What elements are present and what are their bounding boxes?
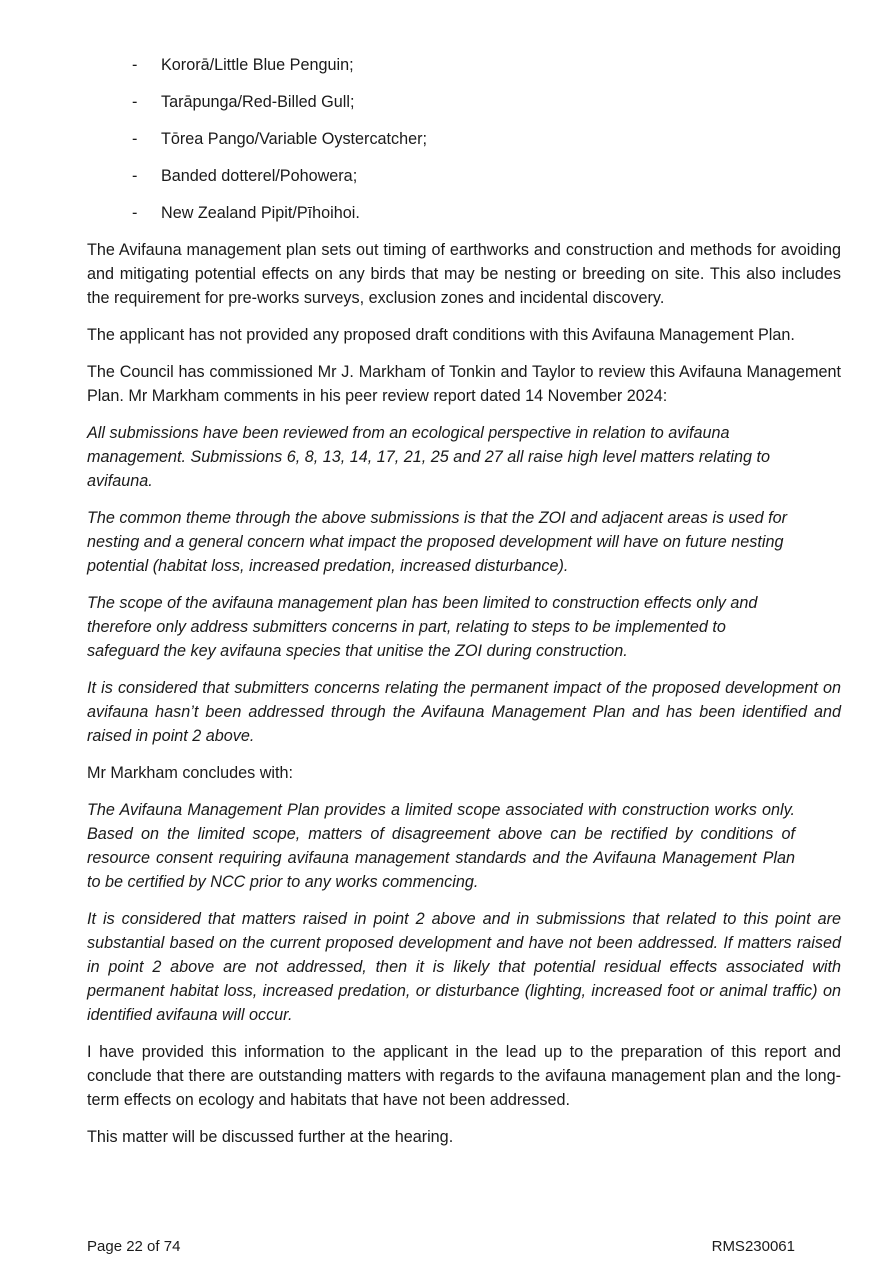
quote-residual-effects: It is considered that matters raised in point 2 above and in submissions that related to this point are substantial based on the current proposed development and have not been addressed. If matters raised in point 2 above are not addressed, then it is likely that potential residual effects associated with permanent habitat loss, increased predation, or disturbance (lighting, increased foot or animal traffic) on identified avifauna will occur.	[87, 910, 841, 1024]
quote-common-theme: The common theme through the above submissions is that the ZOI and adjacent areas is used for nesting and a general concern what impact the proposed development will have on future nesting potential (habitat loss, increased predation, increased disturbance).	[87, 509, 788, 575]
quote-permanent-impact: It is considered that submitters concerns relating the permanent impact of the proposed development on avifauna hasn’t been addressed through the Avifauna Management Plan and has been identified and raised in point 2 above.	[87, 679, 841, 745]
paragraph-information-provided: I have provided this information to the applicant in the lead up to the preparation of this report and conclude that there are outstanding matters with regards to the avifauna management plan and the long-term effects on ecology and habitats that have not been addressed.	[87, 1043, 841, 1109]
list-marker: -	[132, 167, 138, 185]
list-item	[0, 201, 880, 225]
species-name: New Zealand Pipit/Pīhoihoi.	[161, 204, 360, 222]
list-item	[0, 90, 880, 114]
paragraph-no-conditions: The applicant has not provided any proposed draft conditions with this Avifauna Management Plan.	[87, 326, 795, 344]
quote-scope: The scope of the avifauna management plan has been limited to construction effects only and therefore only address submitters concerns in part, relating to steps to be implemented to safeguard the key avifauna species that unitise the ZOI during construction.	[87, 594, 758, 660]
paragraph-hearing: This matter will be discussed further at the hearing.	[87, 1128, 454, 1146]
list-marker: -	[132, 204, 138, 222]
list-marker: -	[132, 56, 138, 74]
species-list	[0, 53, 880, 238]
paragraph-peer-review: The Council has commissioned Mr J. Markham of Tonkin and Taylor to review this Avifauna Management Plan. Mr Markham comments in his peer review report dated 14 November 2024:	[87, 363, 841, 405]
paragraph-concludes: Mr Markham concludes with:	[87, 764, 294, 782]
list-marker: -	[132, 93, 138, 111]
page-number: Page 22 of 74	[87, 1238, 181, 1255]
species-name: Tarāpunga/Red-Billed Gull;	[161, 93, 355, 111]
species-name: Banded dotterel/Pohowera;	[161, 167, 358, 185]
species-name: Kororā/Little Blue Penguin;	[161, 56, 354, 74]
species-name: Tōrea Pango/Variable Oystercatcher;	[161, 130, 428, 148]
quote-submissions: All submissions have been reviewed from an ecological perspective in relation to avifauna management. Submissions 6, 8, 13, 14, 17, 21, 25 and 27 all raise high level matters relating to avifauna.	[87, 424, 770, 490]
document-reference: RMS230061	[711, 1238, 795, 1255]
list-item	[0, 164, 880, 188]
body-text	[87, 238, 841, 1162]
list-item	[0, 127, 880, 151]
list-marker: -	[132, 130, 138, 148]
quote-limited-scope: The Avifauna Management Plan provides a limited scope associated with construction works only. Based on the limited scope, matters of disagreement above can be rectified by conditions of resource consent requiring avifauna management standards and the Avifauna Management Plan to be certified by NCC prior to any works commencing.	[87, 801, 795, 891]
list-item	[0, 53, 880, 77]
paragraph-management-plan: The Avifauna management plan sets out timing of earthworks and construction and methods for avoiding and mitigating potential effects on any birds that may be nesting or breeding on site. This also includes the requirement for pre-works surveys, exclusion zones and incidental discovery.	[87, 241, 841, 307]
